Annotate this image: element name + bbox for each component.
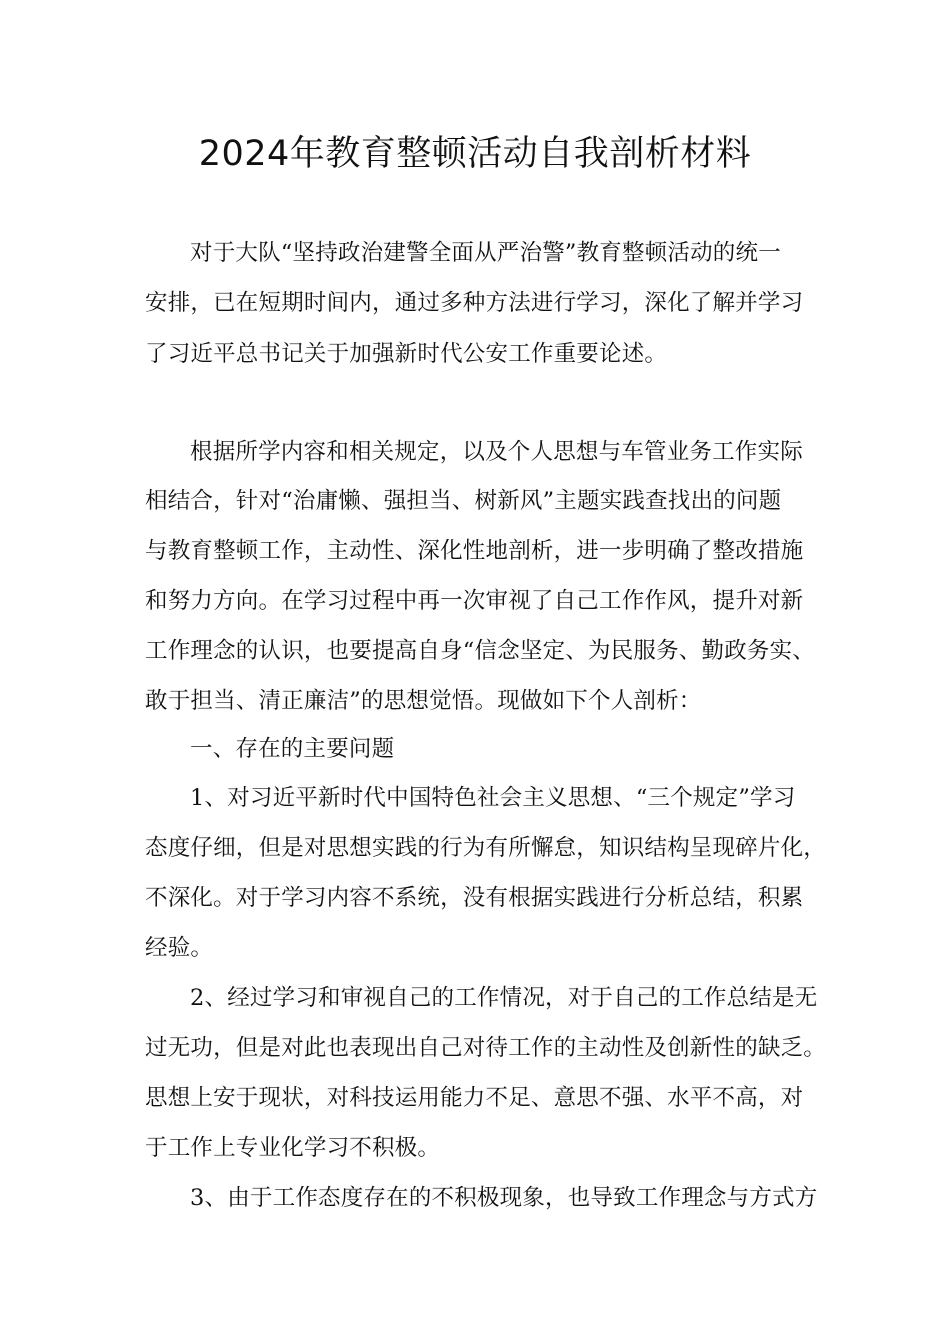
item-1-line-4: 经验。 — [145, 935, 214, 961]
item-2-line-3: 思想上安于现状，对科技运用能力不足、意思不强、水平不高，对 — [145, 1085, 804, 1111]
section-heading: 一、存在的主要问题 — [190, 736, 395, 762]
paragraph-1-line-1: 对于大队“坚持政治建警全面从严治警”教育整顿活动的统一 — [190, 240, 781, 266]
item-2-line-2: 过无功，但是对此也表现出自己对待工作的主动性及创新性的缺乏。 — [145, 1035, 827, 1061]
paragraph-1-line-3: 了习近平总书记关于加强新时代公安工作重要论述。 — [145, 341, 668, 367]
document-title: 2024年教育整顿活动自我剖析材料 — [198, 134, 752, 174]
paragraph-2-line-4: 和努力方向。在学习过程中再一次审视了自己工作作风，提升对新 — [145, 588, 804, 614]
paragraph-2-line-3: 与教育整顿工作，主动性、深化性地剖析，进一步明确了整改措施 — [145, 538, 804, 564]
paragraph-2-line-6: 敢于担当、清正廉洁”的思想觉悟。现做如下个人剖析： — [145, 688, 702, 714]
item-1-line-1: 1、对习近平新时代中国特色社会主义思想、“三个规定”学习 — [190, 785, 796, 811]
item-1-line-3: 不深化。对于学习内容不系统，没有根据实践进行分析总结，积累 — [145, 885, 804, 911]
paragraph-1-line-2: 安排，已在短期时间内，通过多种方法进行学习，深化了解并学习 — [145, 290, 804, 316]
paragraph-2-line-1: 根据所学内容和相关规定，以及个人思想与车管业务工作实际 — [190, 439, 803, 465]
item-2-line-4: 于工作上专业化学习不积极。 — [145, 1135, 441, 1161]
item-3-line-1: 3、由于工作态度存在的不积极现象，也导致工作理念与方式方 — [190, 1185, 818, 1211]
paragraph-2-line-5: 工作理念的认识，也要提高自身“信念坚定、为民服务、勤政务实、 — [145, 638, 816, 664]
item-2-line-1: 2、经过学习和审视自己的工作情况，对于自己的工作总结是无 — [190, 985, 818, 1011]
paragraph-2-line-2: 相结合，针对“治庸懒、强担当、树新风”主题实践查找出的问题 — [145, 488, 782, 514]
item-1-line-2: 态度仔细，但是对思想实践的行为有所懈怠，知识结构呈现碎片化， — [145, 835, 827, 861]
